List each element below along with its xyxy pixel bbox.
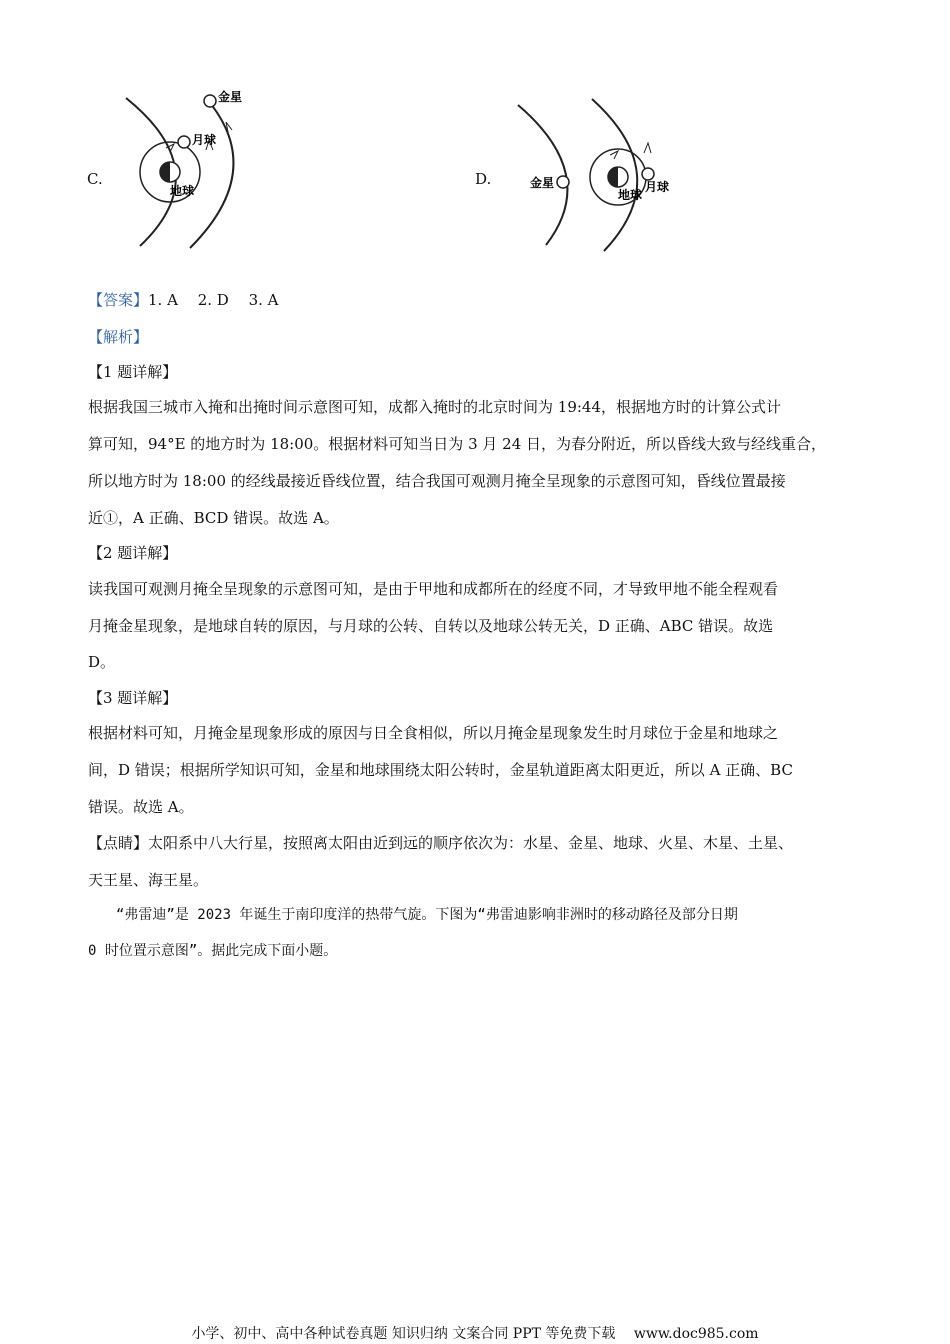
moon-label: 月球 bbox=[192, 133, 217, 147]
tip-line: 天王星、海王星。 bbox=[88, 871, 209, 889]
tip-line bbox=[88, 833, 793, 853]
q1-line: 根据我国三城市入掩和出掩时间示意图可知，成都入掩时的北京时间为 19:44，根据地方时的计算公式计 bbox=[88, 398, 782, 416]
q1-line: 算可知，94°E 的地方时为 18:00。根据材料可知当日为 3 月 24 日，为春分附近，所以昏线大致与经线重合， bbox=[88, 435, 827, 453]
intro-line: 0 时位置示意图”。据此完成下面小题。 bbox=[88, 943, 338, 959]
earth-label: 地球 bbox=[618, 188, 643, 202]
venus-icon bbox=[204, 95, 216, 107]
option-c-label: C. bbox=[87, 170, 103, 188]
tip-text: 太阳系中八大行星，按照离太阳由近到远的顺序依次为：水星、金星、地球、火星、木星、土星、 bbox=[148, 834, 794, 852]
earth-night-side bbox=[608, 167, 618, 187]
q1-line: 所以地方时为 18:00 的经线最接近昏线位置，结合我国可观测月掩全呈现象的示意图可知，昏线位置最接 bbox=[88, 472, 786, 490]
orbit-arrow-icon bbox=[610, 151, 618, 159]
venus-icon bbox=[557, 176, 569, 188]
moon-icon bbox=[642, 168, 654, 180]
option-c-diagram bbox=[118, 80, 258, 250]
tip-tag: 【点睛】 bbox=[88, 834, 149, 852]
q1-heading: 【1 题详解】 bbox=[88, 363, 178, 381]
q2-line: D。 bbox=[88, 653, 116, 671]
answer-tag: 【答案】 bbox=[88, 291, 149, 309]
intro-line: “弗雷迪”是 2023 年诞生于南印度洋的热带气旋。下图为“弗雷迪影响非洲时的移动路径及部分日期 bbox=[88, 907, 738, 923]
option-d-label: D. bbox=[475, 170, 492, 188]
answer-line bbox=[88, 290, 278, 310]
orbit-arrow-icon bbox=[644, 143, 651, 153]
q2-heading: 【2 题详解】 bbox=[88, 544, 178, 562]
answer-text: 1. A 2. D 3. A bbox=[148, 291, 279, 309]
footer-text: 小学、初中、高中各种试卷真题 知识归纳 文案合同 PPT 等免费下载 www.doc985.com bbox=[191, 1326, 759, 1342]
earth-night-side bbox=[160, 162, 170, 182]
venus-orbit bbox=[190, 98, 233, 248]
q1-line: 近①，A 正确、BCD 错误。故选 A。 bbox=[88, 509, 339, 527]
moon-label: 月球 bbox=[645, 180, 670, 194]
q3-line: 间，D 错误；根据所学知识可知，金星和地球围绕太阳公转时，金星轨道距离太阳更近，所以 A 正确、BC bbox=[88, 761, 793, 779]
q3-heading: 【3 题详解】 bbox=[88, 689, 178, 707]
option-d-diagram bbox=[510, 95, 690, 255]
venus-label: 金星 bbox=[218, 90, 243, 104]
venus-label: 金星 bbox=[530, 176, 555, 190]
earth-label: 地球 bbox=[170, 184, 195, 198]
q3-line: 根据材料可知，月掩金星现象形成的原因与日全食相似，所以月掩金星现象发生时月球位于金星和地球之 bbox=[88, 724, 779, 742]
q3-line: 错误。故选 A。 bbox=[88, 798, 194, 816]
moon-icon bbox=[178, 136, 190, 148]
q2-line: 月掩金星现象，是地球自转的原因，与月球的公转、自转以及地球公转无关，D 正确、ABC 错误。故选 bbox=[88, 617, 774, 635]
q2-line: 读我国可观测月掩全呈现象的示意图可知，是由于甲地和成都所在的经度不同，才导致甲地不能全程观看 bbox=[88, 580, 779, 598]
analysis-tag: 【解析】 bbox=[88, 328, 149, 346]
venus-orbit bbox=[518, 105, 567, 245]
